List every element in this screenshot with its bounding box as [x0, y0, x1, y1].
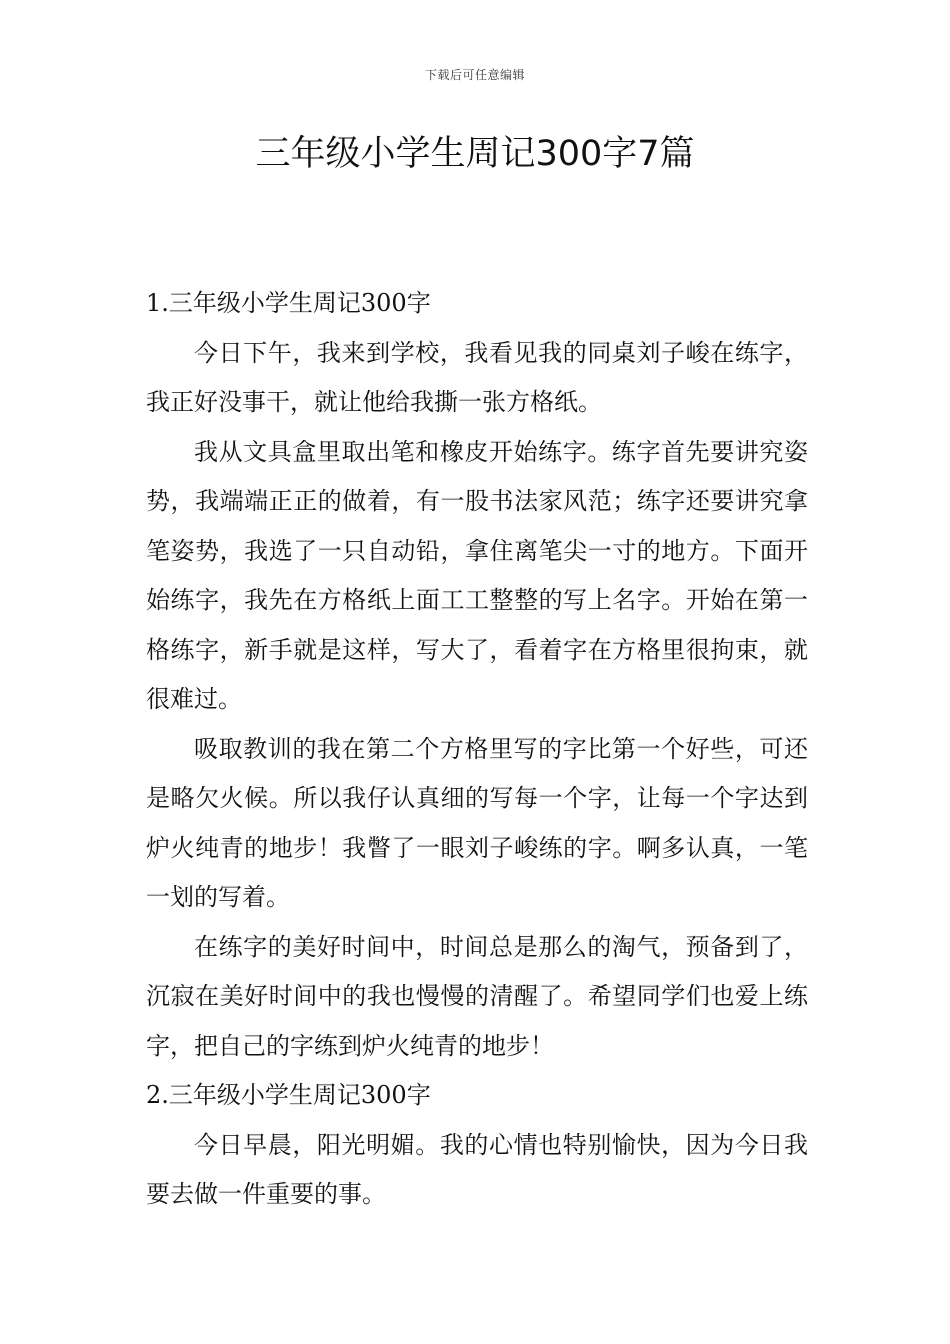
- section-1: [146, 279, 808, 1071]
- paragraph: 今日下午，我来到学校，我看见我的同桌刘子峻在练字，我正好没事干，就让他给我撕一张方格纸。: [146, 338, 808, 416]
- paragraph: 在练字的美好时间中，时间总是那么的淘气，预备到了，沉寂在美好时间中的我也慢慢的清醒了。希望同学们也爱上练字，把自己的字练到炉火纯青的地步！: [146, 932, 808, 1060]
- section-heading: 1.三年级小学生周记300字: [146, 289, 431, 317]
- paragraph: 我从文具盒里取出笔和橡皮开始练字。练字首先要讲究姿势，我端端正正的做着，有一股书法家风范；练字还要讲究拿笔姿势，我选了一只自动铅，拿住离笔尖一寸的地方。下面开始练字，我先在方格纸上面工工整整的写上名字。开始在第一格练字，新手就是这样，写大了，看着字在方格里很拘束，就很难过。: [146, 437, 808, 713]
- section-2: [146, 1071, 808, 1220]
- paragraph: 吸取教训的我在第二个方格里写的字比第一个好些，可还是略欠火候。所以我仔认真细的写每一个字，让每一个字达到炉火纯青的地步！我瞥了一眼刘子峻练的字。啊多认真，一笔一划的写着。: [146, 734, 808, 911]
- document-title: 三年级小学生周记300字7篇: [255, 134, 695, 174]
- document-body: [146, 279, 808, 1220]
- paragraph: 今日早晨，阳光明媚。我的心情也特别愉快，因为今日我要去做一件重要的事。: [146, 1130, 808, 1208]
- section-heading: 2.三年级小学生周记300字: [146, 1081, 431, 1109]
- header-note: 下载后可任意编辑: [424, 68, 525, 82]
